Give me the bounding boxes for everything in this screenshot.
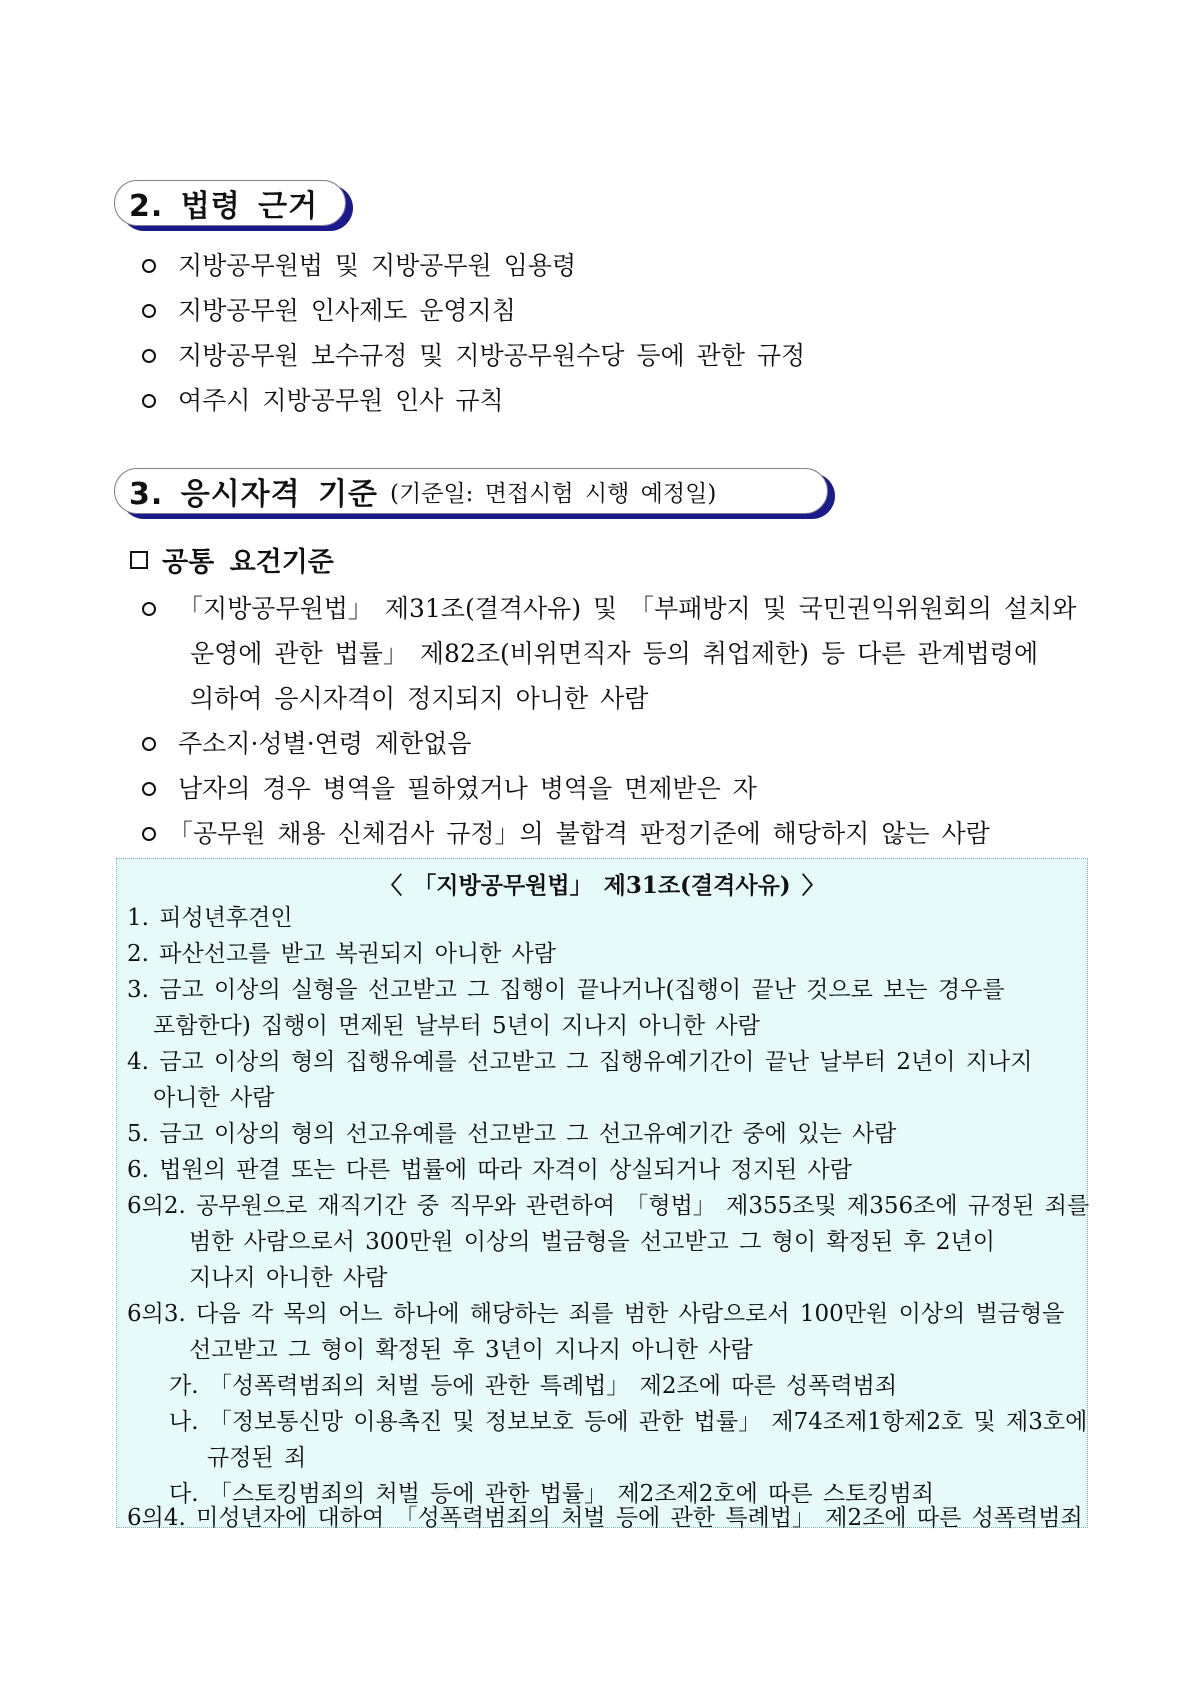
circle-bullet-icon <box>142 782 156 796</box>
box-line: 4. 금고 이상의 형의 집행유예를 선고받고 그 집행유예기간이 끝난 날부터 2년이 지나지 <box>127 1049 1033 1075</box>
circle-bullet-icon <box>142 737 156 751</box>
box-line: 지나지 아니한 사람 <box>189 1265 388 1291</box>
legal-basis-list <box>0 243 1190 423</box>
section-3-heading <box>114 468 828 514</box>
circle-bullet-icon <box>142 349 156 363</box>
circle-bullet-icon <box>142 827 156 841</box>
box-line: 다. 「스토킹범죄의 처벌 등에 관한 법률」 제2조제2호에 따른 스토킹범죄 <box>169 1481 934 1507</box>
box-line: 가. 「성폭력범죄의 처벌 등에 관한 특례법」 제2조에 따른 성폭력범죄 <box>169 1373 898 1399</box>
circle-bullet-icon <box>142 259 156 273</box>
list-item-text: 지방공무원법 및 지방공무원 임용령 <box>178 251 577 280</box>
list-item-text: 「지방공무원법」 제31조(결격사유) 및 「부패방지 및 국민권익위원회의 설치와 <box>178 594 1077 623</box>
list-item <box>0 586 1190 631</box>
list-item-text: 지방공무원 인사제도 운영지침 <box>178 296 516 325</box>
list-item-text: 주소지·성별·연령 제한없음 <box>178 729 472 758</box>
section-2-heading <box>114 180 346 226</box>
box-line: 6의4. 미성년자에 대하여 「성폭력범죄의 처벌 등에 관한 특례법」 제2조에 따른 성폭력범죄 <box>127 1505 1083 1531</box>
section-3-title: 3. 응시자격 기준 <box>129 477 379 512</box>
box-line: 나. 「정보통신망 이용촉진 및 정보보호 등에 관한 법률」 제74조제1항제2호 및 제3호에 <box>169 1409 1088 1435</box>
eligibility-list <box>0 586 1190 856</box>
box-line: 6의3. 다음 각 목의 어느 하나에 해당하는 죄를 범한 사람으로서 100만원 이상의 벌금형을 <box>127 1301 1065 1327</box>
box-line: 6의2. 공무원으로 재직기간 중 직무와 관련하여 「형법」 제355조및 제356조에 규정된 죄를 <box>127 1193 1090 1219</box>
section-2-title: 2. 법령 근거 <box>129 189 319 224</box>
list-item <box>0 766 1190 811</box>
list-item <box>0 333 1190 378</box>
list-item-text: 남자의 경우 병역을 필하였거나 병역을 면제받은 자 <box>178 774 757 803</box>
list-item <box>0 811 1190 856</box>
list-item-text: 지방공무원 보수규정 및 지방공무원수당 등에 관한 규정 <box>178 341 806 370</box>
circle-bullet-icon <box>142 602 156 616</box>
box-title: 〈 「지방공무원법」 제31조(결격사유) 〉 <box>379 872 825 899</box>
list-item-text: 의하여 응시자격이 정지되지 아니한 사람 <box>190 684 649 713</box>
box-line: 6. 법원의 판결 또는 다른 법률에 따라 자격이 상실되거나 정지된 사람 <box>127 1157 852 1183</box>
box-line: 규정된 죄 <box>207 1445 307 1471</box>
box-line: 2. 파산선고를 받고 복권되지 아니한 사람 <box>127 941 556 967</box>
square-bullet-icon <box>130 551 148 569</box>
box-line: 5. 금고 이상의 형의 선고유예를 선고받고 그 선고유예기간 중에 있는 사람 <box>127 1121 897 1147</box>
disqualification-box <box>116 858 1090 1531</box>
list-item-text: 여주시 지방공무원 인사 규칙 <box>178 386 504 415</box>
list-item-text: 운영에 관한 법률」 제82조(비위면직자 등의 취업제한) 등 다른 관계법령에 <box>190 639 1039 668</box>
list-item <box>0 288 1190 333</box>
list-item-continuation <box>0 676 1190 721</box>
box-line: 3. 금고 이상의 실형을 선고받고 그 집행이 끝나거나(집행이 끝난 것으로 보는 경우를 <box>127 977 1005 1003</box>
box-line: 범한 사람으로서 300만원 이상의 벌금형을 선고받고 그 형이 확정된 후 2년이 <box>189 1229 995 1255</box>
list-item-continuation <box>0 631 1190 676</box>
list-item-text: 「공무원 채용 신체검사 규정」의 불합격 판정기준에 해당하지 않는 사람 <box>168 819 990 848</box>
box-line: 선고받고 그 형이 확정된 후 3년이 지나지 아니한 사람 <box>189 1337 753 1363</box>
list-item <box>0 243 1190 288</box>
list-item <box>0 378 1190 423</box>
circle-bullet-icon <box>142 304 156 318</box>
list-item <box>0 721 1190 766</box>
subheading-text: 공통 요건기준 <box>162 547 334 578</box>
circle-bullet-icon <box>142 394 156 408</box>
section-3-note: (기준일: 면접시험 시행 예정일) <box>390 480 717 507</box>
box-line: 포함한다) 집행이 면제된 날부터 5년이 지나지 아니한 사람 <box>153 1013 760 1039</box>
box-line: 1. 피성년후견인 <box>127 905 293 931</box>
subheading <box>130 540 334 579</box>
box-line: 아니한 사람 <box>153 1085 275 1111</box>
